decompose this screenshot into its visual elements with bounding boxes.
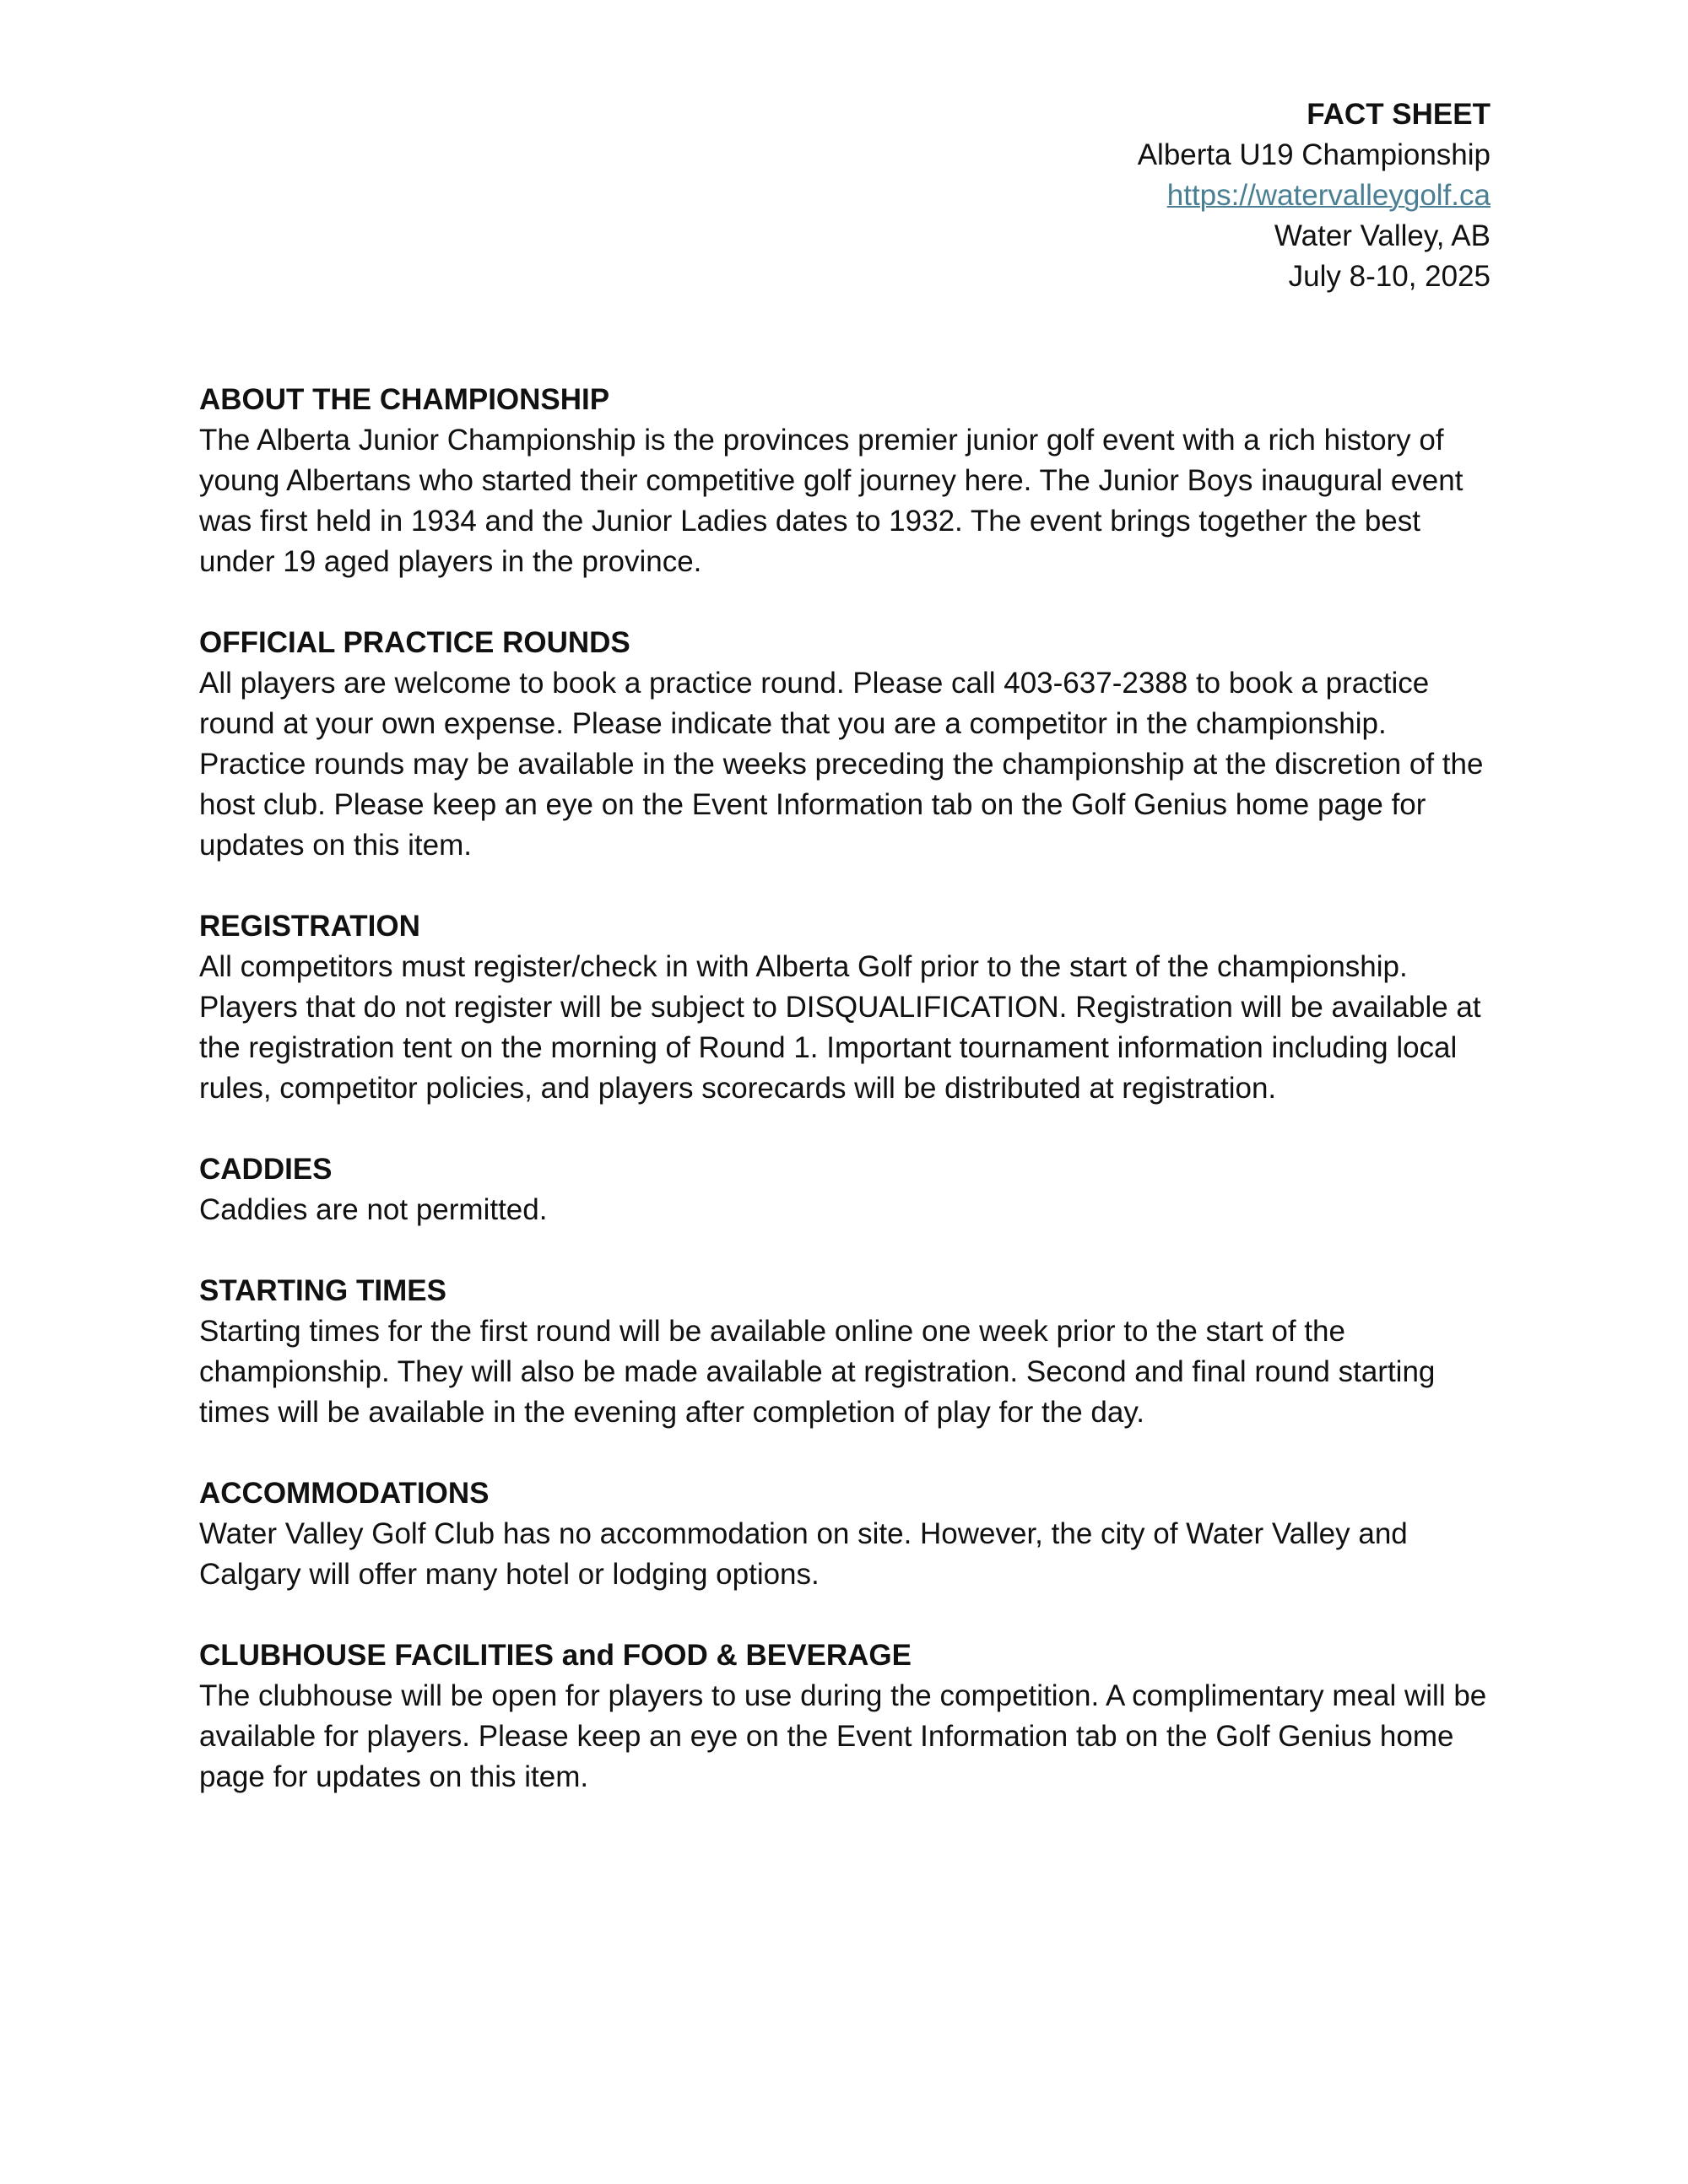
- section-heading: REGISTRATION: [199, 910, 420, 943]
- section-heading: ABOUT THE CHAMPIONSHIP: [199, 383, 610, 416]
- section-clubhouse-facilities: [199, 1635, 1499, 1797]
- section-body: All players are welcome to book a practice round. Please call 403-637-2388 to book a practice round at your own expense. Please indicate that you are a competitor in the championship. Practice rounds may be available in the weeks preceding the championship at the discretion of the host club. Please keep an eye on the Event Information tab on the Golf Genius home page for updates on this item.: [199, 667, 1484, 862]
- section-body: Starting times for the first round will be available online one week prior to the start of the championship. They will also be made available at registration. Second and final round starting times will be available in the evening after completion of play for the day.: [199, 1315, 1436, 1429]
- section-heading: ACCOMMODATIONS: [199, 1477, 490, 1510]
- section-heading: CLUBHOUSE FACILITIES and FOOD & BEVERAGE: [199, 1639, 912, 1672]
- section-body: All competitors must register/check in with Alberta Golf prior to the start of the championship. Players that do not register will be subject to DISQUALIFICATION. Registration will be available at the registration tent on the morning of Round 1. Important tournament information including local rules, competitor policies, and players scorecards will be distributed at registration.: [199, 950, 1481, 1105]
- section-about-championship: [199, 380, 1499, 582]
- section-body: Caddies are not permitted.: [199, 1193, 548, 1226]
- section-official-practice-rounds: [199, 623, 1499, 866]
- section-body: The clubhouse will be open for players to use during the competition. A complimentary meal will be available for players. Please keep an eye on the Event Information tab on the Golf Genius home page for updates on this item.: [199, 1679, 1487, 1793]
- section-starting-times: [199, 1271, 1499, 1433]
- section-body: The Alberta Junior Championship is the provinces premier junior golf event with a rich history of young Albertans who started their competitive golf journey here. The Junior Boys inaugural event was first held in 1934 and the Junior Ladies dates to 1932. The event brings together the best under 19 aged players in the province.: [199, 424, 1463, 578]
- document-title: FACT SHEET: [1307, 98, 1491, 131]
- section-heading: OFFICIAL PRACTICE ROUNDS: [199, 626, 630, 659]
- event-location: Water Valley, AB: [1274, 219, 1491, 252]
- section-body: Water Valley Golf Club has no accommodation on site. However, the city of Water Valley and Calgary will offer many hotel or lodging options.: [199, 1517, 1408, 1591]
- event-name: Alberta U19 Championship: [1137, 138, 1491, 171]
- event-dates: July 8-10, 2025: [1288, 260, 1491, 293]
- section-registration: [199, 906, 1499, 1109]
- section-heading: STARTING TIMES: [199, 1274, 446, 1307]
- section-caddies: [199, 1149, 1499, 1230]
- document-body: [199, 380, 1499, 1838]
- section-accommodations: [199, 1473, 1499, 1595]
- website-link[interactable]: https://watervalleygolf.ca: [1166, 179, 1491, 212]
- section-heading: CADDIES: [199, 1153, 333, 1186]
- fact-sheet-header: [1138, 95, 1491, 297]
